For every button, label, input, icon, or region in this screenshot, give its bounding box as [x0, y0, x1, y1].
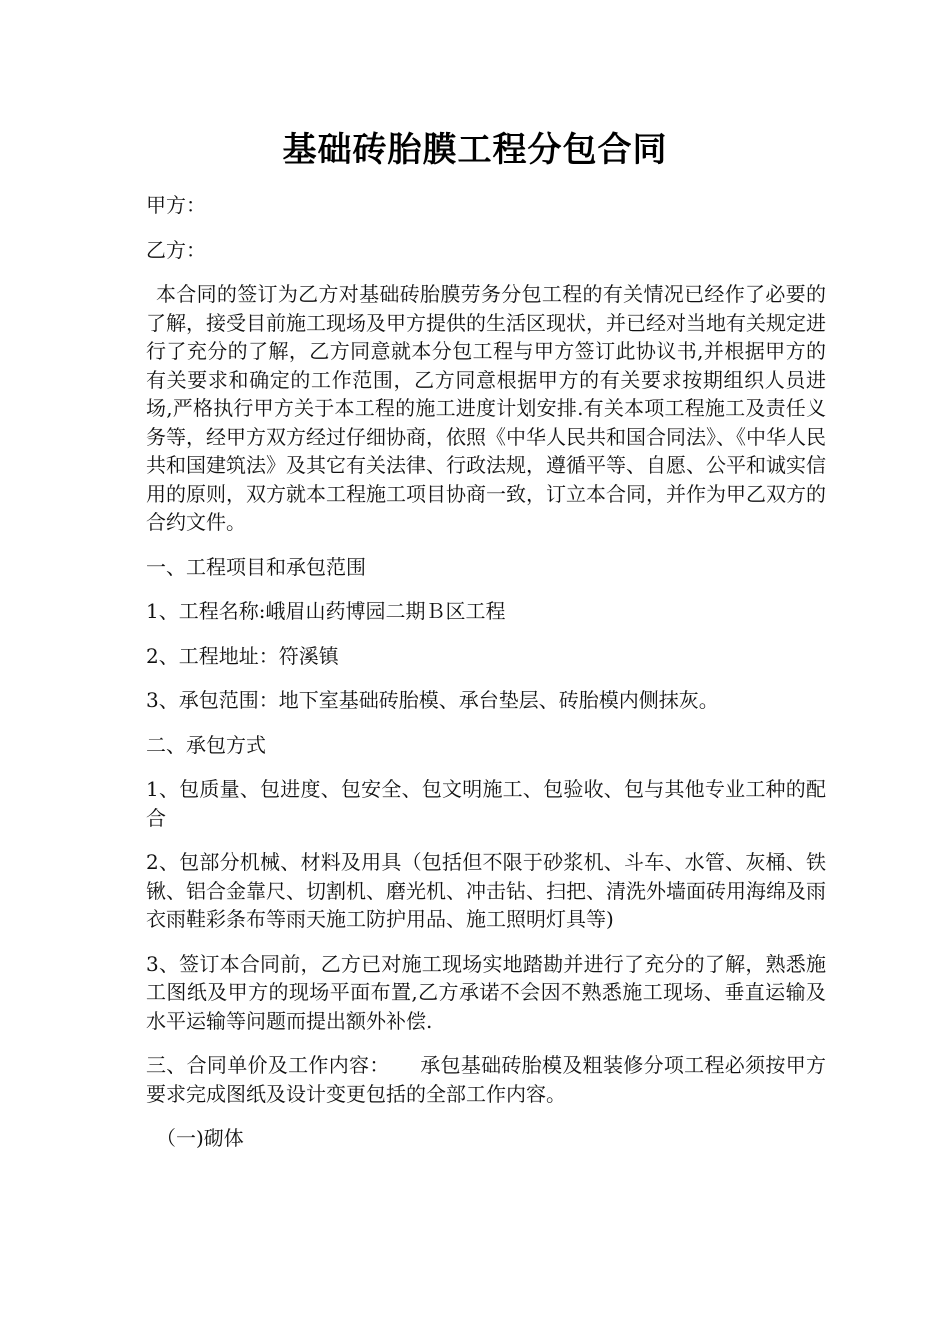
document-body [146, 191, 826, 1169]
method-item-1: 1、包质量、包进度、包安全、包文明施工、包验收、包与其他专业工种的配合 [146, 777, 826, 830]
project-name-item: 1、工程名称:峨眉山药博园二期Ｂ区工程 [146, 599, 506, 623]
document-title: 基础砖胎膜工程分包合同 [282, 130, 668, 170]
subsection-masonry: （一)砌体 [156, 1126, 244, 1150]
method-item-3: 3、签订本合同前，乙方已对施工现场实地踏勘并进行了充分的了解，熟悉施工图纸及甲方的现场平面布置,乙方承诺不会因不熟悉施工现场、垂直运输及水平运输等问题而提出额外补偿. [146, 951, 826, 1033]
section-heading-scope: 一、工程项目和承包范围 [146, 554, 366, 579]
contract-scope-item: 3、承包范围：地下室基础砖胎模、承台垫层、砖胎模内侧抹灰。 [146, 688, 719, 712]
section-heading-price: 三、合同单价及工作内容： 承包基础砖胎模及粗装修分项工程必须按甲方要求完成图纸及设计变更包括的全部工作内容。 [146, 1053, 826, 1106]
project-address-item: 2、工程地址：符溪镇 [146, 643, 339, 668]
method-item-2: 2、包部分机械、材料及用具（包括但不限于砂浆机、斗车、水管、灰桶、铁锹、铝合金靠尺、切割机、磨光机、冲击钻、扫把、清洗外墙面砖用海绵及雨衣雨鞋彩条布等雨天施工防护用品、施工照明灯具等) [146, 850, 826, 931]
preamble-paragraph: 本合同的签订为乙方对基础砖胎膜劳务分包工程的有关情况已经作了必要的了解，接受目前施工现场及甲方提供的生活区现状，并已经对当地有关规定进行了充分的了解，乙方同意就本分包工程与甲方签订此协议书,并根据甲方的有关要求和确定的工作范围，乙方同意根据甲方的有关要求按期组织人员进场,严格执行甲方关于本工程的施工进度计划安排.有关本项工程施工及责任义务等，经甲方双方经过仔细协商，依照《中华人民共和国合同法》、《中华人民共和国建筑法》及其它有关法律、行政法规，遵循平等、自愿、公平和诚实信用的原则，双方就本工程施工项目协商一致，订立本合同，并作为甲乙双方的合约文件。 [146, 282, 826, 534]
party-a-line: 甲方： [146, 193, 206, 217]
party-b-line: 乙方： [146, 237, 206, 262]
section-heading-method: 二、承包方式 [146, 732, 266, 757]
